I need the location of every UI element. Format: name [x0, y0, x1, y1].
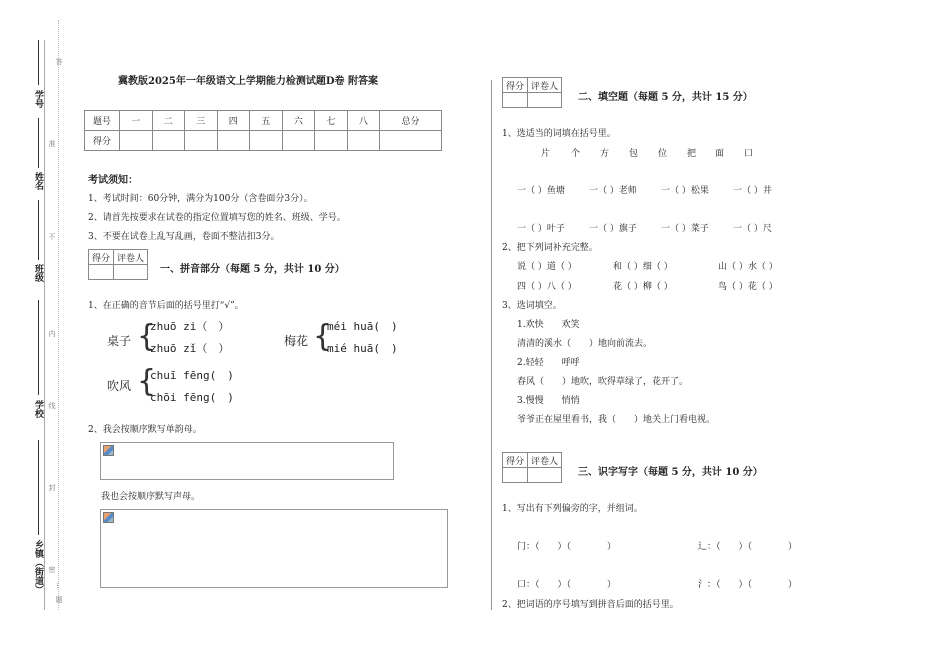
section3-title: 三、识字写字（每题 5 分，共计 10 分） — [578, 467, 763, 478]
score-input-cell[interactable] — [315, 131, 348, 151]
seal-mark: 答 — [55, 58, 63, 65]
seal-mark: 封 — [48, 484, 56, 491]
radical-item[interactable]: 口：（ ）（ ） — [517, 580, 617, 590]
s2-q1-text: 1、选适当的词填在括号里。 — [502, 129, 616, 139]
fill-line-school — [38, 300, 39, 395]
grader-box-section1 — [88, 249, 148, 280]
choice-words: 1.欢快 欢笑 — [517, 320, 580, 330]
choice-words: 2.轻轻 呼呼 — [517, 358, 580, 368]
fill-line-student-number — [38, 40, 39, 85]
pinyin-option[interactable]: mié huā( ) — [327, 342, 398, 355]
measure-word: 片 — [541, 149, 551, 159]
score-table-row-header — [85, 111, 442, 131]
fill-item[interactable]: 一（ ）老师 — [589, 186, 637, 196]
answer-box-initials[interactable] — [100, 509, 448, 588]
brace-icon: { — [137, 364, 157, 399]
idiom-item[interactable]: 山（ ）水（ ） — [718, 262, 778, 272]
radical-item[interactable]: 辶：（ ）（ ） — [698, 542, 798, 552]
score-cell: 一 — [120, 111, 153, 131]
grader-box-section2 — [502, 77, 562, 108]
label-name: 姓名 — [33, 172, 43, 190]
pinyin-option[interactable]: zhuō zi（ ） — [150, 320, 230, 333]
page-divider — [491, 80, 492, 610]
seal-mark: 不 — [48, 233, 56, 240]
pinyin-word: 桌子 — [107, 334, 132, 348]
idiom-item[interactable]: 四（ ）八（ ） — [517, 282, 577, 292]
fill-item[interactable]: 一（ ）菜子 — [661, 224, 709, 234]
measure-word: 个 — [571, 149, 581, 159]
measure-word: 位 — [658, 149, 668, 159]
score-cell: 三 — [185, 111, 218, 131]
grader-score-cell[interactable] — [503, 468, 528, 483]
fill-item[interactable]: 一（ ）叶子 — [517, 224, 565, 234]
radical-item[interactable]: 门：（ ）（ ） — [517, 542, 617, 552]
fill-line-name — [38, 118, 39, 168]
s2-q3-text: 3、选词填空。 — [502, 301, 562, 311]
score-cell: 八 — [347, 111, 380, 131]
grader-label-reviewer: 评卷人 — [528, 453, 562, 468]
grader-label-reviewer: 评卷人 — [528, 78, 562, 93]
seal-mark: 密 — [48, 566, 56, 573]
grader-score-cell[interactable] — [89, 265, 114, 280]
radical-item[interactable]: 氵：（ ）（ ） — [698, 580, 798, 590]
score-cell: 二 — [152, 111, 185, 131]
fill-item[interactable]: 一（ ）尺 — [733, 224, 772, 234]
score-cell: 总分 — [380, 111, 442, 131]
grader-label-score: 得分 — [503, 453, 528, 468]
score-input-cell[interactable] — [185, 131, 218, 151]
measure-word: 方 — [600, 149, 610, 159]
page-title: 冀教版2025年一年级语文上学期能力检测试题D卷 附答案 — [118, 76, 378, 87]
margin-dotted-line — [58, 20, 59, 610]
pinyin-option[interactable]: chuī fēng( ) — [150, 369, 234, 382]
s1-q1-text: 1、在正确的音节后面的括号里打“√”。 — [88, 301, 244, 311]
seal-mark: 内 — [48, 330, 56, 337]
image-placeholder-icon — [103, 512, 114, 523]
s2-q2-text: 2、把下列词补充完整。 — [502, 243, 598, 253]
margin-line — [44, 40, 45, 610]
choice-sentence[interactable]: 春风（ ）地吹，吹得草绿了，花开了。 — [517, 377, 689, 387]
pinyin-word: 梅花 — [284, 334, 309, 348]
idiom-item[interactable]: 鸟（ ）花（ ） — [718, 282, 778, 292]
image-placeholder-icon — [103, 445, 114, 456]
score-input-cell[interactable] — [152, 131, 185, 151]
measure-word: 口 — [744, 149, 754, 159]
grader-reviewer-cell[interactable] — [528, 93, 562, 108]
score-cell: 得分 — [85, 131, 120, 151]
label-school: 学校 — [33, 400, 43, 418]
notice-item: 3、不要在试卷上乱写乱画，卷面不整洁扣3分。 — [88, 232, 280, 242]
grader-label-reviewer: 评卷人 — [114, 250, 148, 265]
fill-item[interactable]: 一（ ）旗子 — [589, 224, 637, 234]
idiom-item[interactable]: 花（ ）柳（ ） — [613, 282, 673, 292]
measure-word: 面 — [715, 149, 725, 159]
seal-mark: … — [55, 582, 63, 589]
label-class: 班级 — [33, 264, 43, 282]
score-table-row-score — [85, 131, 442, 151]
score-table — [84, 110, 442, 151]
idiom-item[interactable]: 和（ ）细（ ） — [613, 262, 673, 272]
score-input-cell[interactable] — [120, 131, 153, 151]
brace-icon: { — [313, 319, 333, 354]
fill-item[interactable]: 一（ ）松果 — [661, 186, 709, 196]
grader-reviewer-cell[interactable] — [114, 265, 148, 280]
measure-word: 包 — [629, 149, 639, 159]
score-input-cell[interactable] — [380, 131, 442, 151]
score-cell: 五 — [250, 111, 283, 131]
score-cell: 六 — [282, 111, 315, 131]
grader-score-cell[interactable] — [503, 93, 528, 108]
grader-label-score: 得分 — [89, 250, 114, 265]
score-cell: 七 — [315, 111, 348, 131]
fill-item[interactable]: 一（ ）鱼塘 — [517, 186, 565, 196]
choice-sentence[interactable]: 清清的溪水（ ）地向前流去。 — [517, 339, 653, 349]
choice-sentence[interactable]: 爷爷正在屋里看书，我（ ）地关上门看电视。 — [517, 415, 716, 425]
section2-title: 二、填空题（每题 5 分，共计 15 分） — [578, 92, 753, 103]
measure-word: 把 — [687, 149, 697, 159]
s3-q1-text: 1、写出有下列偏旁的字，并组词。 — [502, 504, 643, 514]
s1-q2-text2: 我也会按顺序默写声母。 — [101, 492, 201, 502]
notice-item: 1、考试时间：60分钟，满分为100分（含卷面分3分）。 — [88, 194, 313, 204]
s1-q2-text: 2、我会按顺序默写单韵母。 — [88, 425, 202, 435]
grader-box-section3 — [502, 452, 562, 483]
s3-q2-text: 2、把词语的序号填写到拼音后面的括号里。 — [502, 600, 679, 610]
label-student-number: 学号 — [33, 90, 43, 108]
score-input-cell[interactable] — [217, 131, 250, 151]
score-cell: 题号 — [85, 111, 120, 131]
score-input-cell[interactable] — [250, 131, 283, 151]
seal-mark: 线 — [48, 402, 56, 409]
idiom-item[interactable]: 说（ ）道（ ） — [517, 262, 577, 272]
pinyin-word: 吹风 — [107, 379, 132, 393]
fill-line-township — [38, 440, 39, 535]
grader-reviewer-cell[interactable] — [528, 468, 562, 483]
notice-item: 2、请首先按要求在试卷的指定位置填写您的姓名、班级、学号。 — [88, 213, 346, 223]
pinyin-option[interactable]: zhuō zǐ（ ） — [150, 342, 230, 355]
seal-mark: 准 — [48, 140, 56, 147]
section1-title: 一、拼音部分（每题 5 分，共计 10 分） — [160, 264, 345, 275]
pinyin-option[interactable]: méi huā( ) — [327, 320, 398, 333]
score-input-cell[interactable] — [282, 131, 315, 151]
score-cell: 四 — [217, 111, 250, 131]
fill-line-class — [38, 200, 39, 260]
brace-icon: { — [137, 319, 157, 354]
choice-words: 3.慢慢 悄悄 — [517, 396, 580, 406]
seal-mark: 题 — [55, 596, 63, 603]
fill-item[interactable]: 一（ ）井 — [733, 186, 772, 196]
score-input-cell[interactable] — [347, 131, 380, 151]
answer-box-finals[interactable] — [100, 442, 394, 480]
pinyin-option[interactable]: chōi fēng( ) — [150, 391, 234, 404]
label-township: 乡镇（街道） — [33, 540, 43, 594]
grader-label-score: 得分 — [503, 78, 528, 93]
notice-title: 考试须知： — [88, 175, 138, 186]
